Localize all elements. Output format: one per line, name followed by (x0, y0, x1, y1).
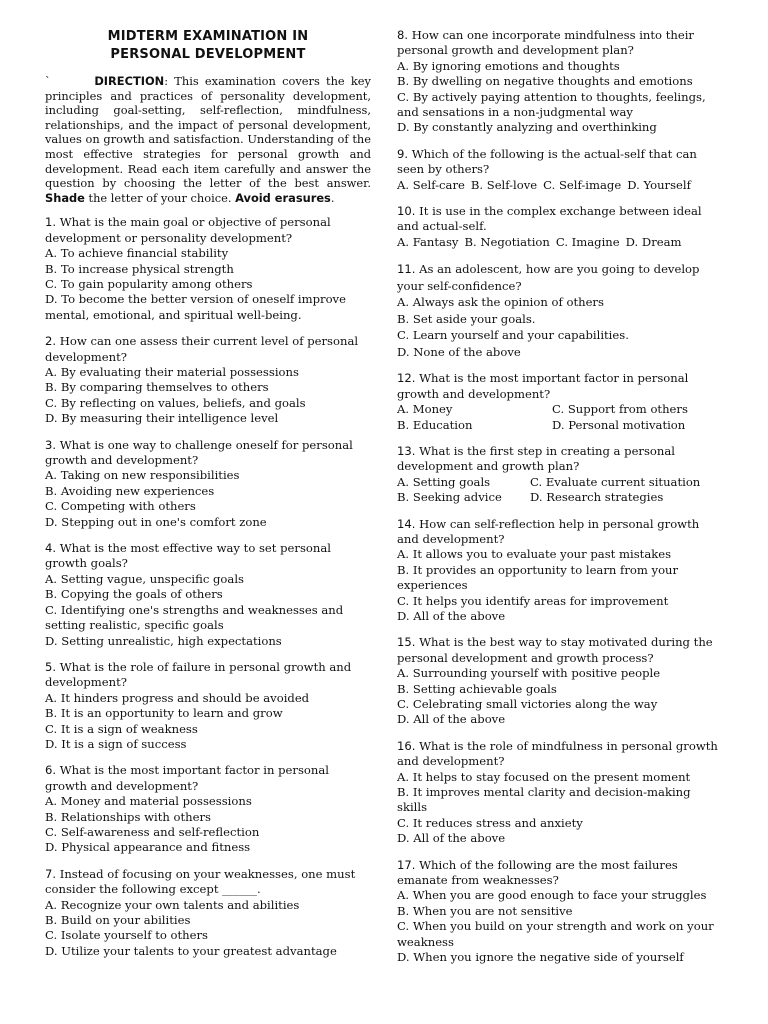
question-8 (397, 28, 723, 136)
option: C. Self-awareness and self-reflection (45, 824, 260, 839)
question-16 (397, 739, 723, 847)
question-9 (397, 147, 723, 193)
option: D. All of the above (397, 712, 506, 727)
option: D. Utilize your talents to your greatest advantage (45, 943, 337, 958)
option: B. Copying the goals of others (45, 587, 223, 602)
option: D. To become the better version of oneself improve mental, emotional, and spiritual well-being. (45, 292, 346, 322)
question-number: 9. (397, 146, 409, 161)
option: B. By comparing themselves to others (45, 380, 269, 395)
question-15 (397, 635, 723, 727)
direction-paragraph: ` DIRECTION: This examination covers the key principles and practices of personality development, including goal-setting, self-reflection, mindfulness, relationships, and the impact of personal development, values on growth and satisfaction. Understanding of the most effective strategies for personal growth and development. Read each item carefully and answer the question by choosing the letter of the best answer. Shade the letter of your choice. Avoid erasures. (45, 74, 371, 205)
question-number: 16. (397, 738, 416, 753)
direction-text-2: the letter of your choice. (88, 190, 232, 205)
option: A. Always ask the opinion of others (397, 295, 604, 310)
option: B. When you are not sensitive (397, 903, 573, 918)
option: D. None of the above (397, 344, 521, 359)
option: B. Setting achievable goals (397, 681, 557, 696)
question-number: 3. (45, 437, 57, 452)
option: B. Self-love (470, 177, 538, 192)
option: C. When you build on your strength and work on your weakness (397, 919, 714, 949)
option: A. To achieve financial stability (45, 246, 229, 261)
question-number: 1. (45, 215, 57, 230)
option: C. By reflecting on values, beliefs, and goals (45, 395, 306, 410)
direction-mark: ` (45, 74, 51, 88)
option: C. Identifying one's strengths and weaknesses and setting realistic, specific goals (45, 602, 344, 633)
question-text: How can one incorporate mindfulness into their personal growth and development plan? (397, 28, 694, 58)
option: C. Imagine (555, 234, 620, 249)
option: D. Setting unrealistic, high expectations (45, 633, 282, 648)
question-text: Which of the following are the most failures emanate from weaknesses? (397, 857, 678, 888)
option: A. It hinders progress and should be avoided (45, 690, 310, 705)
question-4 (45, 541, 371, 649)
question-1 (45, 215, 371, 323)
option: B. Set aside your goals. (397, 311, 536, 326)
question-text: As an adolescent, how are you going to develop your self-confidence? (397, 262, 700, 293)
option: D. It is a sign of success (45, 736, 187, 751)
question-13 (397, 444, 723, 506)
option: B. It provides an opportunity to learn from your experiences (397, 562, 679, 593)
option: C. Learn yourself and your capabilities. (397, 328, 629, 343)
option: C. Isolate yourself to others (45, 928, 208, 943)
direction-shade: Shade (45, 190, 85, 205)
question-number: 12. (397, 371, 416, 386)
option: A. Money and material possessions (45, 794, 252, 809)
question-text: How can self-reflection help in personal growth and development? (397, 516, 700, 546)
question-12 (397, 371, 723, 433)
question-number: 14. (397, 516, 416, 531)
question-text: What is the main goal or objective of personal development or personality development? (45, 215, 331, 245)
option: D. By constantly analyzing and overthinking (397, 120, 657, 135)
direction-label: DIRECTION (94, 74, 165, 88)
option: C. Competing with others (45, 499, 196, 514)
option: C. By actively paying attention to thoughts, feelings, and sensations in a non-judgmental way (397, 89, 706, 120)
question-text: What is the most important factor in personal growth and development? (45, 763, 329, 793)
option: C. Support from others (552, 402, 688, 417)
option: C. Celebrating small victories along the way (397, 697, 658, 711)
option: C. It is a sign of weakness (45, 721, 198, 736)
option: B. Build on your abilities (45, 913, 191, 927)
option: A. It helps to stay focused on the present moment (397, 769, 691, 784)
question-number: 10. (397, 204, 416, 219)
option: D. When you ignore the negative side of yourself (397, 950, 684, 965)
question-6 (45, 763, 371, 855)
question-number: 17. (397, 857, 416, 872)
option: A. By ignoring emotions and thoughts (397, 58, 620, 73)
question-number: 13. (397, 443, 416, 458)
option: A. Setting vague, unspecific goals (45, 571, 244, 586)
question-number: 7. (45, 866, 57, 881)
question-number: 4. (45, 541, 57, 556)
question-number: 8. (397, 28, 409, 42)
question-text: What is one way to challenge oneself for personal growth and development? (45, 437, 353, 468)
option: B. To increase physical strength (45, 261, 234, 276)
question-text: What is the best way to stay motivated during the personal development and growth process? (397, 635, 713, 665)
question-number: 11. (397, 262, 416, 277)
question-text: What is the role of failure in personal growth and development? (45, 659, 352, 690)
question-number: 5. (45, 659, 57, 674)
option: D. Yourself (627, 177, 691, 192)
question-11 (397, 261, 723, 360)
exam-title (45, 28, 371, 64)
option: A. When you are good enough to face your struggles (397, 888, 707, 903)
option: D. Stepping out in one's comfort zone (45, 514, 267, 529)
question-number: 2. (45, 334, 57, 349)
question-text: What is the most effective way to set personal growth goals? (45, 541, 331, 571)
option: A. Taking on new responsibilities (45, 468, 240, 483)
question-2 (45, 334, 371, 426)
right-column (397, 28, 723, 977)
option: C. It reduces stress and anxiety (397, 815, 583, 830)
option: C. It helps you identify areas for improvement (397, 593, 669, 608)
direction-avoid: Avoid erasures (235, 190, 331, 205)
option: D. All of the above (397, 608, 506, 623)
option: A. Self-care (397, 177, 465, 192)
option: A. Surrounding yourself with positive people (397, 666, 661, 681)
option: D. Physical appearance and fitness (45, 840, 251, 855)
option: D. By measuring their intelligence level (45, 411, 279, 426)
question-number: 6. (45, 763, 57, 778)
title-line-1: MIDTERM EXAMINATION IN (107, 29, 309, 44)
question-text: What is the first step in creating a personal development and growth plan? (397, 443, 675, 474)
question-5 (45, 660, 371, 752)
option: C. To gain popularity among others (45, 276, 253, 291)
option: B. Education (397, 417, 473, 432)
option: A. Recognize your own talents and abilities (45, 897, 300, 912)
option: D. Personal motivation (552, 417, 686, 432)
question-text: Which of the following is the actual-self that can seen by others? (397, 146, 697, 177)
question-text: What is the most important factor in personal growth and development? (397, 371, 689, 401)
option: A. It allows you to evaluate your past mistakes (397, 547, 672, 562)
left-column (45, 28, 371, 970)
direction-text: : This examination covers the key principles and practices of personality development, including goal-setting, self-reflection, mindfulness, relationships, and the impact of personal development, values on growth and satisfaction. Understanding of the most effective strategies for personal growth and development. Read each item carefully and answer the question by choosing the letter of the best answer. (45, 74, 371, 191)
question-3 (45, 438, 371, 530)
option: A. By evaluating their material possessions (45, 365, 299, 379)
option: B. It improves mental clarity and decision-making skills (397, 785, 691, 815)
question-7 (45, 867, 371, 959)
option: D. Dream (625, 234, 682, 249)
question-number: 15. (397, 635, 416, 650)
question-10 (397, 204, 723, 250)
option: B. Avoiding new experiences (45, 483, 215, 498)
question-17 (397, 858, 723, 966)
question-text: What is the role of mindfulness in personal growth and development? (397, 738, 718, 769)
option: B. Seeking advice (397, 490, 502, 505)
option: B. By dwelling on negative thoughts and emotions (397, 74, 693, 89)
option: C. Self-image (543, 177, 622, 192)
option: C. Evaluate current situation (530, 474, 701, 489)
option: B. Relationships with others (45, 809, 211, 824)
option: D. All of the above (397, 831, 506, 846)
option: B. Negotiation (464, 234, 550, 249)
question-text: It is use in the complex exchange between ideal and actual-self. (397, 204, 702, 234)
option: A. Setting goals (397, 474, 491, 489)
question-text: Instead of focusing on your weaknesses, one must consider the following except ______. (45, 866, 356, 897)
title-line-2: PERSONAL DEVELOPMENT (110, 47, 306, 62)
option: A. Money (397, 402, 453, 417)
question-text: How can one assess their current level of personal development? (45, 334, 359, 364)
option: D. Research strategies (530, 490, 664, 505)
option: A. Fantasy (397, 234, 459, 249)
option: B. It is an opportunity to learn and grow (45, 706, 283, 721)
question-14 (397, 517, 723, 625)
